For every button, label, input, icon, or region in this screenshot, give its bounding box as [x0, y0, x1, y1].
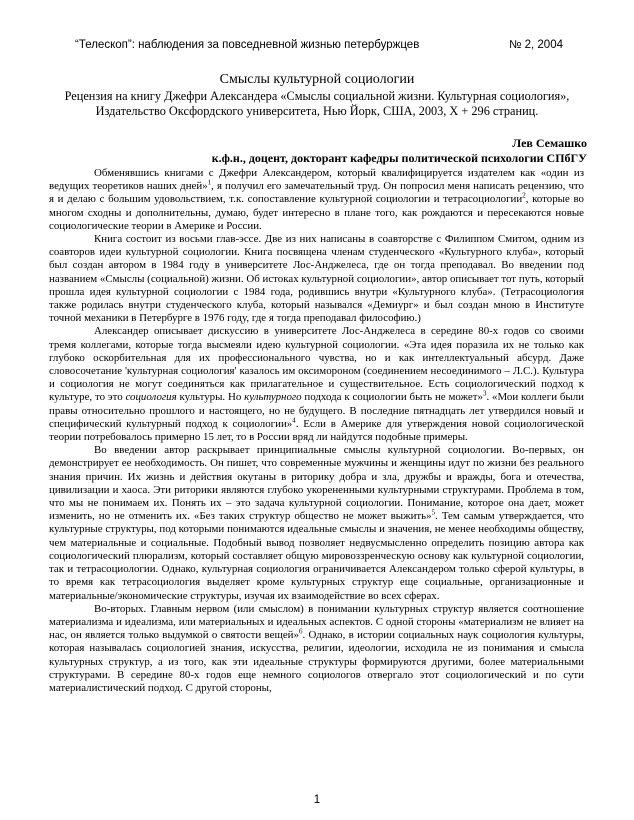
author-block: [212, 136, 587, 166]
footnote-ref-1[interactable]: 1: [207, 178, 212, 187]
running-header: [75, 39, 563, 51]
paragraph-2: Книга состоит из восьми глав-эссе. Две из них написаны в соавторстве с Филиппом Смитом, одним из соавторов идеи культурной социологии. Книга посвящена членам студенческого «Культурного клуба», который был создан автором в 1984 году в университете Лос-Анджелеса, где он тогда преподавал. Во введении под названием «Смыслы (социальной) жизни. Об истоках культурной социологии», автор описывает тот путь, который прошла идея культурной социологии с 1984 года, родившись внутри «Культурного клуба». (Тетрасоциология также родилась внутри студенческого клуба, который назывался «Демиург» и был создан мною в Институте точной механики в Петербурге в 1976 году, где я тогда преподавал философию.): [49, 233, 584, 325]
author-affiliation: к.ф.н., доцент, докторант кафедры политической психологии СПбГУ: [211, 151, 587, 165]
article-title: Смыслы культурной социологии: [219, 72, 415, 87]
footnote-ref-4[interactable]: 4: [292, 416, 296, 425]
article-subtitle-line2: Издательство Оксфордского университета, Нью Йорк, США, 2003, X + 296 страниц.: [95, 104, 539, 118]
footnote-ref-5[interactable]: 5: [431, 508, 436, 517]
article-subtitle-line1: Рецензия на книгу Джефри Александера «Смыслы социальной жизни. Культурная социология»,: [64, 89, 570, 103]
page-number: 1: [313, 794, 321, 806]
issue-number: № 2, 2004: [509, 39, 563, 51]
article-body: [49, 167, 584, 695]
author-name: Лев Семашко: [512, 136, 587, 150]
footnote-ref-2[interactable]: 2: [522, 191, 526, 200]
footnote-ref-6[interactable]: 6: [298, 627, 303, 636]
title-block: [40, 72, 594, 119]
paragraph-1: Обменявшись книгами с Джефри Александером, который квалифицируется издателем как «один из ведущих теоретиков наших дней»$^1$, я получил его замечательный труд. Он попросил меня написать рецензию, что я и делаю с большим удовольствием, т.к. сопоставление культурной социологии и тетрасоциологии$^2$, которые во многом сходны и дополнительны, думаю, будет интересно в плане того, как рождаются и пересекаются новые социологические теории в Америке и России.: [49, 167, 584, 232]
paragraph-3: Александер описывает дискуссию в университете Лос-Анджелеса в середине 80-х годов со своими тремя коллегами, которые тогда высмеяли идею культурной социологии. «Эта идея поразила их не только как глубоко оскорбительная для их профессионального чувства, но и как интеллектуальный абсурд. Даже словосочетание 'культурная социология' казалось им оксимороном (соединением несоединимого – Л.С.). Культура и социология не могут соединяться как прилагательное и существительное. Есть социологический подход к культуре, то это социология культуры. Но культурного подхода к социологии быть не может»$^3$. «Мои коллеги были правы относительно прошлого и настоящего, но не будущего. В последние пятнадцать лет утвердился новый и специфический культурный подход к социологии»$^4$. Если в Америке для утверждения новой социологической теории потребовалось примерно 15 лет, то в России вряд ли найдутся подобные примеры.: [49, 325, 584, 444]
paragraph-5: Во-вторых. Главным нервом (или смыслом) в понимании культурных структур является соотношение материализма и идеализма, или материальных и идеальных аспектов. С одной стороны «материализм не влияет на нас, он является только выдумкой о святости вещей»$^6$. Однако, в истории социальных наук социология культуры, которая называлась социологией знания, искусства, религии, идеологии, исходила не из понимания и смысла культурных структур, а из того, как эти идеальные структуры формируются другими, более материальными структурами. В середине 80-х годов еще немного социологов отвергало этот социологический и по сути материалистический подход. С другой стороны,: [49, 602, 584, 694]
footnote-ref-3[interactable]: 3: [482, 389, 487, 398]
journal-name: “Телескоп”: наблюдения за повседневной жизнью петербуржцев: [75, 39, 420, 51]
paragraph-4: Во введении автор раскрывает принципиальные смыслы культурной социологии. Во-первых, он демонстрирует ее необходимость. Он пишет, что современные мужчины и женщины идут по жизни без реального знания причин. Их жизнь и действия окутаны в риторику добра и зла, дружбы и вражды, бога и отечества, цивилизации и хаоса. Эти риторики являются глубоко укорененными культурными структурами. Проблема в том, что мы не понимаем их. Понять их – это задача культурной социологии. Понимание, которое она дает, может изменить, но не отменить их. «Без таких структур общество не может выжить»$^5$. Тем самым утверждается, что культурные структуры, под которыми понимаются идеальные смыслы и значения, не менее необходимы обществу, чем материальные и социальные. Подобный вывод позволяет недвусмысленно определить позицию автора как социологический плюрализм, который составляет общую мировоззренческую основу как культурной социологии, так и тетрасоциологии. Однако, культурная социология ограничивается Александером только сферой культуры, в то время как тетрасоциология выделяет кроме культурных структур еще социальные, организационные и материальные/экономические структуры, изучая их взаимодействие во всех сферах.: [49, 444, 584, 602]
